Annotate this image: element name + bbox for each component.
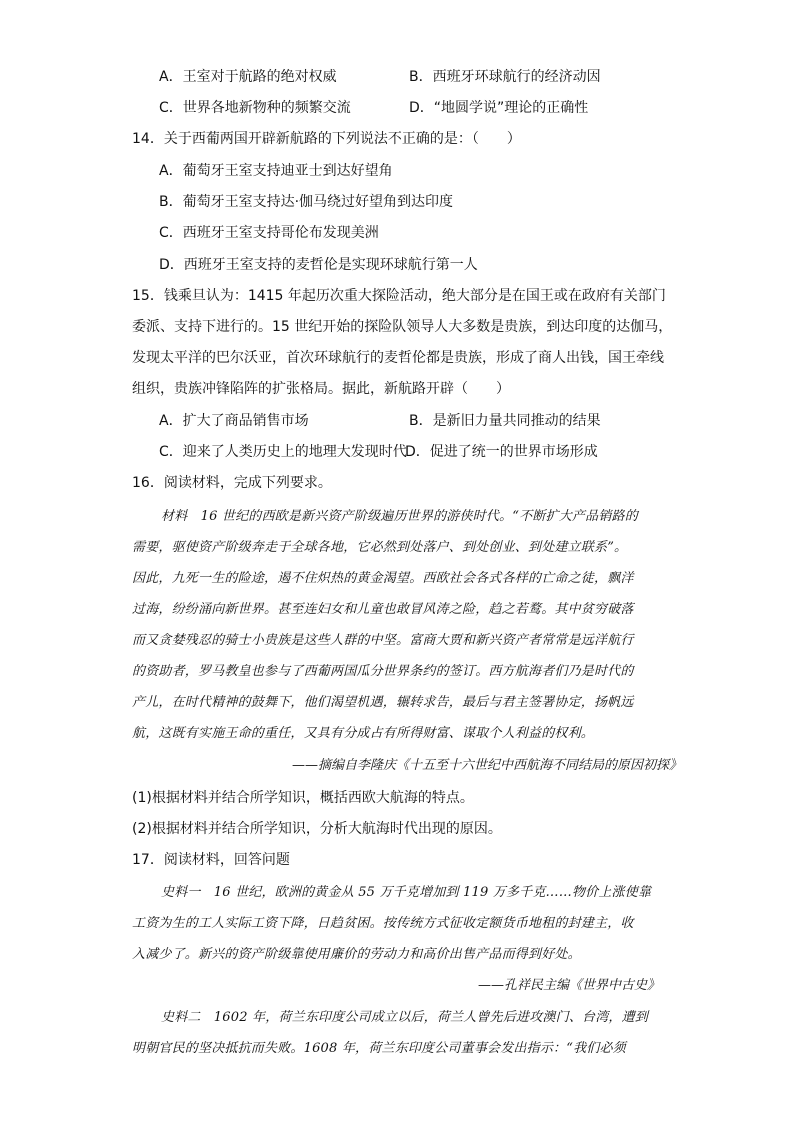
- q16-material-line: 因此，九死一生的险途，遏不住炽热的黄金渴望。西欧社会各式各样的亡命之徒，飘洋: [132, 571, 634, 586]
- q16-material-line: 需要，驱使资产阶级奔走于全球各地，它必然到处落户、到处创业、到处建立联系”。: [132, 540, 628, 555]
- q13-option-b: B．西班牙环球航行的经济动因: [409, 69, 601, 85]
- q16-requirement-2: (2)根据材料并结合所学知识，分析大航海时代出现的原因。: [132, 821, 502, 837]
- q13-option-d: D．“地圆学说”理论的正确性: [409, 100, 589, 116]
- q16-material-line: 的资助者，罗马教皇也参与了西葡两国瓜分世界条约的签订。西方航海者们乃是时代的: [132, 664, 634, 679]
- q14-option-c: C．西班牙王室支持哥伦布发现美洲: [159, 225, 379, 241]
- q14-option-a: A．葡萄牙王室支持迪亚士到达好望角: [159, 163, 393, 179]
- q16-material-line: 航，这既有实施王命的重任，又具有分成占有所得财富、谋取个人利益的权利。: [132, 726, 595, 741]
- q16-material-line: 产儿，在时代精神的鼓舞下，他们渴望机遇，辗转求告，最后与君主签署协定，扬帆远: [132, 695, 634, 710]
- q17-material2-line: 明朝官民的坚决抵抗而失败。1608 年，荷兰东印度公司董事会发出指示：“我们必须: [132, 1041, 626, 1056]
- q13-option-a: A．王室对于航路的绝对权威: [159, 69, 337, 85]
- q17-material1-line: 工资为生的工人实际工资下降，日趋贫困。按传统方式征收定额货币地租的封建主，收: [132, 916, 634, 931]
- q17-source-citation: ——孔祥民主编《世界中古史》: [477, 978, 660, 993]
- q15-option-d: D．促进了统一的世界市场形成: [405, 444, 598, 460]
- q13-option-c: C．世界各地新物种的频繁交流: [159, 100, 351, 116]
- q14-option-d: D．西班牙王室支持的麦哲伦是实现环球航行第一人: [159, 257, 478, 273]
- q17-stem: 17．阅读材料，回答问题: [132, 852, 290, 868]
- q14-option-b: B．葡萄牙王室支持达·伽马绕过好望角到达印度: [159, 194, 454, 210]
- q17-material1-line: 史料一 16 世纪，欧洲的黄金从 55 万千克增加到 119 万多千克……物价上涨使靠: [161, 885, 652, 900]
- q15-option-c: C．迎来了人类历史上的地理大发现时代: [159, 444, 407, 460]
- q15-stem-line-4: 组织，贵族冲锋陷阵的扩张格局。据此，新航路开辟（ ）: [132, 381, 510, 397]
- q15-stem-line-3: 发现太平洋的巴尔沃亚，首次环球航行的麦哲伦都是贵族，形成了商人出钱，国王牵线: [132, 350, 664, 366]
- q15-stem-line-1: 15．钱乘旦认为：1415 年起历次重大探险活动，绝大部分是在国王或在政府有关部门: [132, 288, 666, 304]
- q16-material-line: 而又贪婪残忍的骑士小贵族是这些人群的中坚。富商大贾和新兴资产者常常是远洋航行: [132, 633, 634, 648]
- q15-stem-line-2: 委派、支持下进行的。15 世纪开始的探险队领导人大多数是贵族，到达印度的达伽马，: [132, 319, 673, 335]
- q16-stem: 16．阅读材料，完成下列要求。: [132, 475, 332, 491]
- q17-material2-line: 史料二 1602 年，荷兰东印度公司成立以后，荷兰人曾先后进攻澳门、台湾，遭到: [161, 1010, 649, 1025]
- q15-option-a: A．扩大了商品销售市场: [159, 413, 309, 429]
- q16-material-line: 材料 16 世纪的西欧是新兴资产阶级遍历世界的游侠时代。“不断扩大产品销路的: [161, 509, 638, 524]
- q17-material1-line: 入减少了。新兴的资产阶级靠使用廉价的劳动力和高价出售产品而得到好处。: [132, 947, 581, 962]
- q16-requirement-1: (1)根据材料并结合所学知识，概括西欧大航海的特点。: [132, 790, 474, 806]
- q14-stem: 14．关于西葡两国开辟新航路的下列说法不正确的是：（ ）: [132, 131, 521, 147]
- q15-option-b: B．是新旧力量共同推动的结果: [409, 413, 601, 429]
- q16-material-line: 过海，纷纷涌向新世界。甚至连妇女和儿童也敢冒风涛之险，趋之若鹜。其中贫穷破落: [132, 602, 634, 617]
- q16-source-citation: ——摘编自李隆庆《十五至十六世纪中西航海不同结局的原因初探》: [291, 758, 682, 773]
